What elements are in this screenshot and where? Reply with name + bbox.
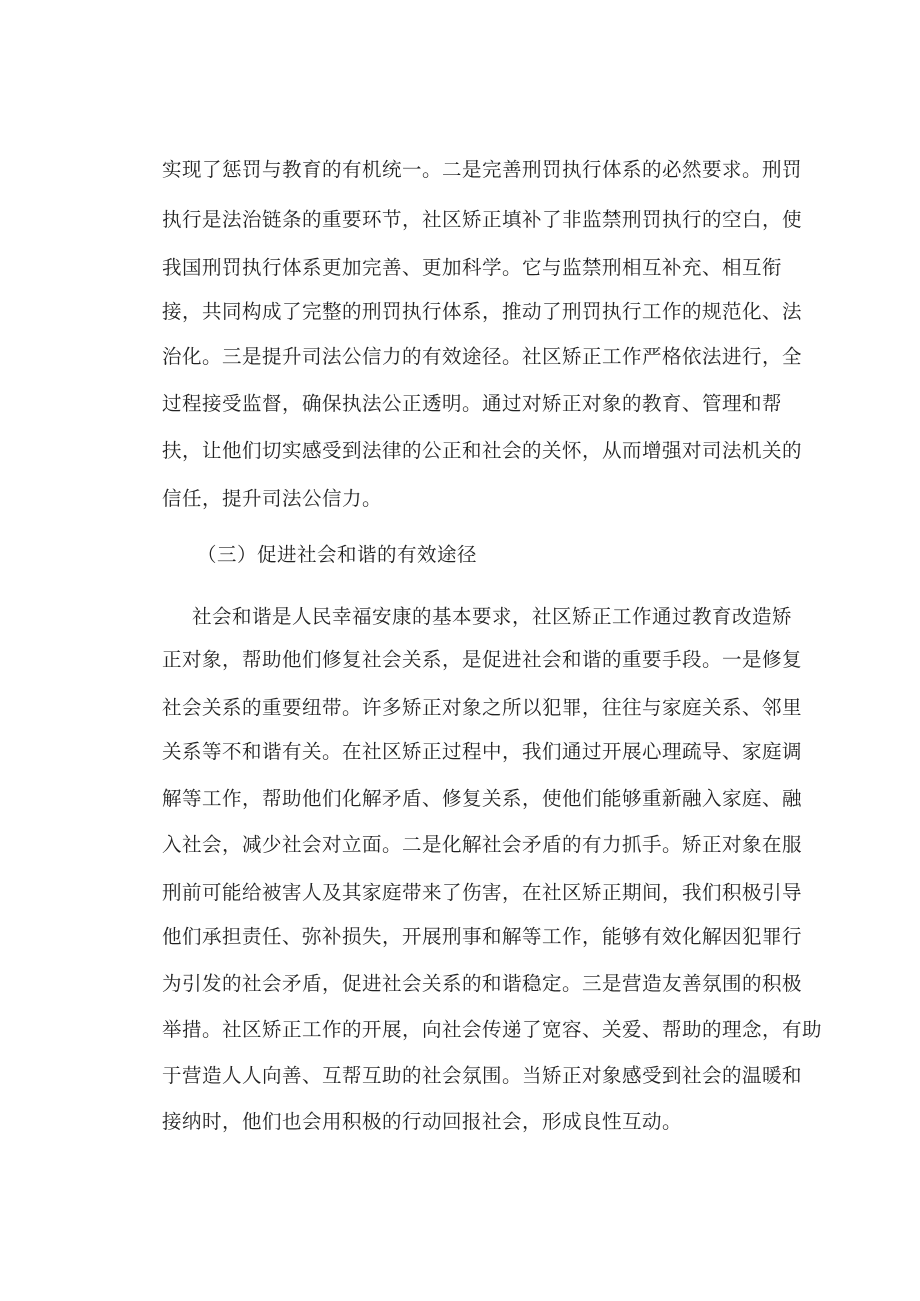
paragraph-line: 社会和谐是人民幸福安康的基本要求，社区矫正工作通过教育改造矫: [192, 605, 793, 628]
paragraph-line: 为引发的社会矛盾，促进社会关系的和谐稳定。三是营造友善氛围的积极: [162, 972, 803, 995]
paragraph-line: 于营造人人向善、互帮互助的社会氛围。当矫正对象感受到社会的温暖和: [162, 1064, 803, 1087]
paragraph-line: 接，共同构成了完整的刑罚执行体系，推动了刑罚执行工作的规范化、法: [162, 300, 803, 323]
paragraph-line: 社会关系的重要纽带。许多矫正对象之所以犯罪，往往与家庭关系、邻里: [162, 696, 803, 719]
paragraph-line: 正对象，帮助他们修复社会关系，是促进社会和谐的重要手段。一是修复: [162, 648, 803, 671]
paragraph-line: 扶，让他们切实感受到法律的公正和社会的关怀，从而增强对司法机关的: [162, 439, 803, 462]
paragraph-line: 他们承担责任、弥补损失，开展刑事和解等工作，能够有效化解因犯罪行: [162, 925, 803, 948]
paragraph-line: 实现了惩罚与教育的有机统一。二是完善刑罚执行体系的必然要求。刑罚: [162, 158, 803, 181]
paragraph-line: 解等工作，帮助他们化解矛盾、修复关系，使他们能够重新融入家庭、融: [162, 787, 803, 810]
paragraph-line: 我国刑罚执行体系更加完善、更加科学。它与监禁刑相互补充、相互衔: [162, 256, 783, 279]
paragraph-line: 治化。三是提升司法公信力的有效途径。社区矫正工作严格依法进行，全: [162, 345, 803, 368]
paragraph-line: 举措。社区矫正工作的开展，向社会传递了宽容、关爱、帮助的理念，有助: [162, 1018, 823, 1041]
paragraph-line: 过程接受监督，确保执法公正透明。通过对矫正对象的教育、管理和帮: [162, 392, 783, 415]
paragraph-line: 信任，提升司法公信力。: [162, 487, 383, 510]
paragraph-line: 关系等不和谐有关。在社区矫正过程中，我们通过开展心理疏导、家庭调: [162, 740, 803, 763]
paragraph-line: 入社会，减少社会对立面。二是化解社会矛盾的有力抓手。矫正对象在服: [162, 833, 803, 856]
paragraph-line: 执行是法治链条的重要环节，社区矫正填补了非监禁刑罚执行的空白，使: [162, 208, 803, 231]
paragraph-line: 接纳时，他们也会用积极的行动回报社会，形成良性互动。: [162, 1110, 683, 1133]
paragraph-line: 刑前可能给被害人及其家庭带来了伤害，在社区矫正期间，我们积极引导: [162, 881, 803, 904]
section-heading: （三）促进社会和谐的有效途径: [197, 543, 478, 566]
